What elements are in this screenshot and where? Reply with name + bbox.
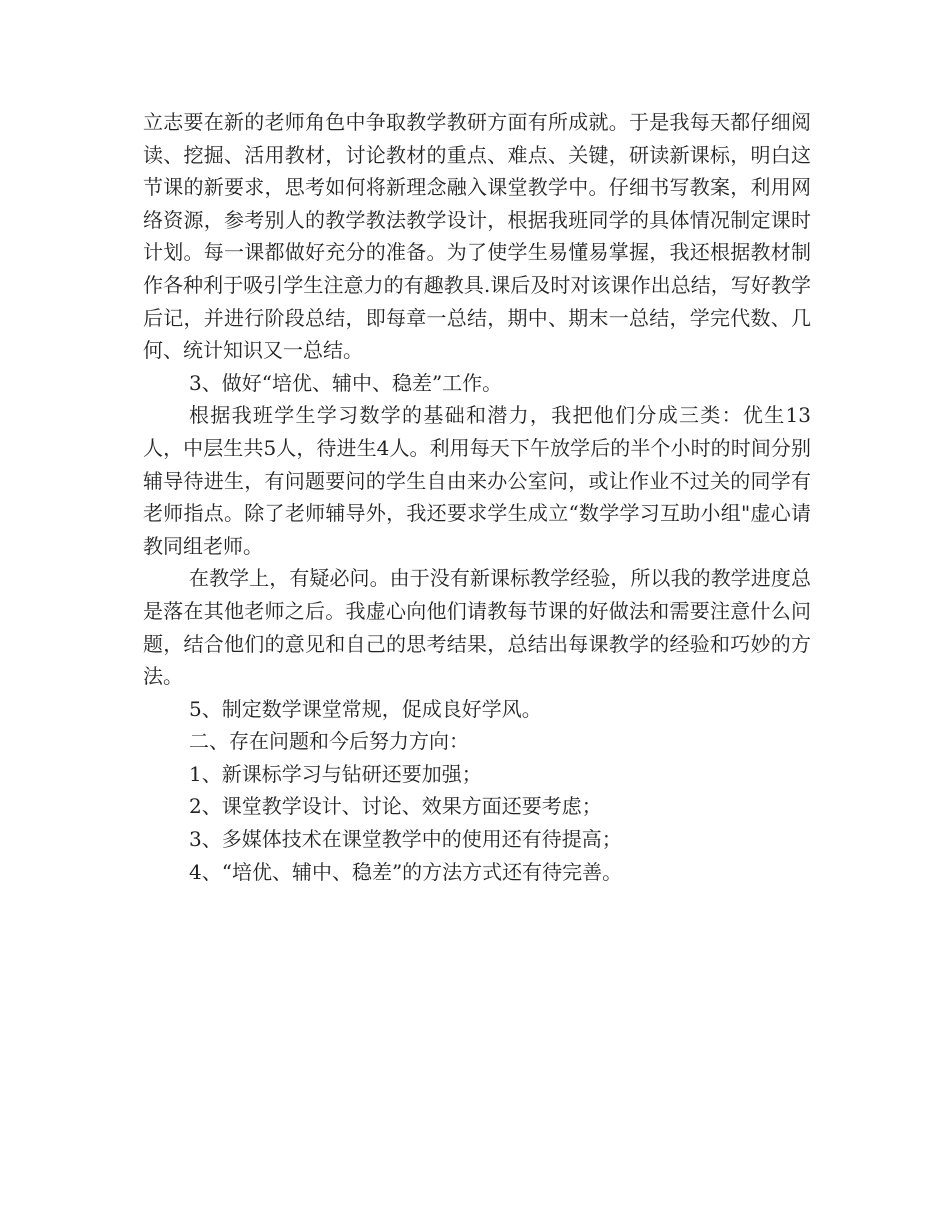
paragraph-student-groups: 根据我班学生学习数学的基础和潜力，我把他们分成三类：优生13人，中层生共5人，待进生4人。利用每天下午放学后的半个小时的时间分别辅导待进生，有问题要问的学生自由来办公室问，或让作业不过关的同学有老师指点。除了老师辅导外，我还要求学生成立“数学学习互助小组"虚心请教同组老师。 (143, 403, 811, 558)
section-heading-problems: 二、存在问题和今后努力方向： (189, 729, 469, 754)
paragraph-teaching-preparation: 立志要在新的老师角色中争取教学教研方面有所成就。于是我每天都仔细阅读、挖掘、活用教材，讨论教材的重点、难点、关键，研读新课标，明白这节课的新要求，思考如何将新理念融入课堂教学中。仔细书写教案，利用网络资源，参考别人的教学教法教学设计，根据我班同学的具体情况制定课时计划。每一课都做好充分的准备。为了使学生易懂易掌握，我还根据教材制作各种利于吸引学生注意力的有趣教具.课后及时对该课作出总结，写好教学后记，并进行阶段总结，即每章一总结，期中、期末一总结，学完代数、几何、统计知识又一总结。 (143, 110, 811, 363)
heading-point-5: 5、制定数学课堂常规，促成良好学风。 (189, 696, 542, 721)
list-item-3: 3、多媒体技术在课堂教学中的使用还有待提高； (189, 827, 622, 852)
list-item-4: 4、“培优、辅中、稳差”的方法方式还有待完善。 (189, 859, 623, 884)
paragraph-ask-questions: 在教学上，有疑必问。由于没有新课标教学经验，所以我的教学进度总是落在其他老师之后。我虚心向他们请教每节课的好做法和需要注意什么问题，结合他们的意见和自己的思考结果，总结出每课教学的经验和巧妙的方法。 (143, 566, 811, 689)
list-item-2: 2、课堂教学设计、讨论、效果方面还要考虑； (189, 794, 602, 819)
document-body (143, 106, 811, 888)
heading-point-3: 3、做好“培优、辅中、稳差”工作。 (189, 370, 503, 395)
list-item-1: 1、新课标学习与钻研还要加强； (189, 761, 482, 786)
